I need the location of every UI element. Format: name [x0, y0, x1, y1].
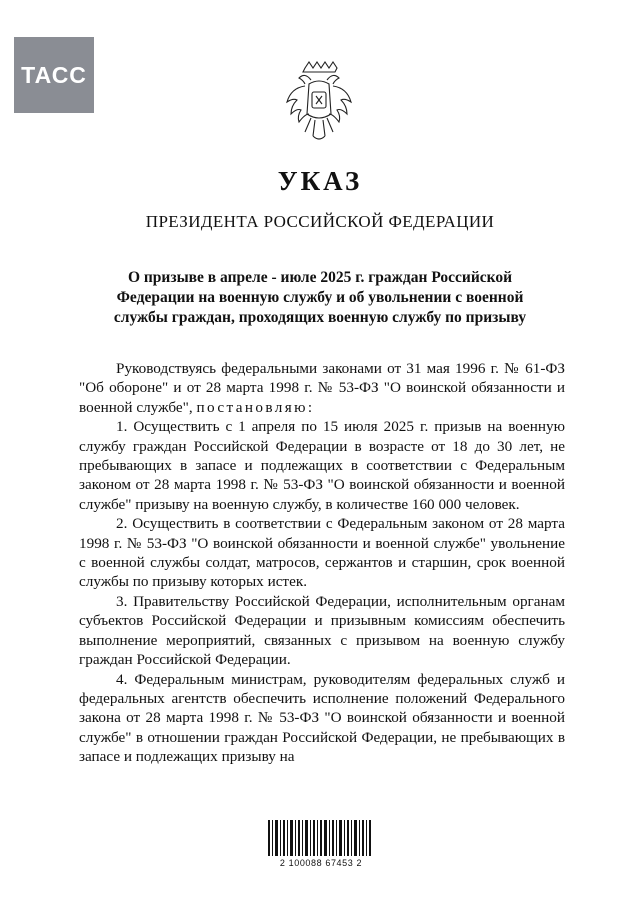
paragraph-1: 1. Осуществить с 1 апреля по 15 июля 2025 г. призыв на военную службу граждан Российской Федерации в возрасте от 18 до 30 лет, не пребывающих в запасе и подлежащих в соответствии с Федеральным законом от 28 марта 1998 г. № 53-ФЗ "О воинской обязанности и военной службе" призыву на военную службу, в количестве 160 000 человек.: [79, 418, 565, 513]
decree-heading: О призыве в апреле - июле 2025 г. граждан Российской Федерации на военную службу и об увольнении с военной службы граждан, проходящих военную службу по призыву: [113, 269, 527, 326]
tass-logo-text: ТАСС: [21, 61, 87, 88]
page-subtitle: ПРЕЗИДЕНТА РОССИЙСКОЙ ФЕДЕРАЦИИ: [145, 212, 495, 231]
barcode-icon: [266, 818, 376, 858]
paragraph-4: 4. Федеральным министрам, руководителям федеральных служб и федеральных агентств обеспечить исполнение положений Федерального закона от 28 марта 1998 г. № 53-ФЗ "О воинской обязанности и военной службе" в отношении граждан Российской Федерации, не пребывающих в запасе и подлежащих призыву на: [79, 670, 565, 766]
decree-body: [79, 359, 565, 767]
barcode-number: 2 100088 67453 2: [279, 858, 363, 868]
paragraph-2: 2. Осуществить в соответствии с Федеральным законом от 28 марта 1998 г. № 53-ФЗ "О воинской обязанности и военной службе" увольнение с военной службы солдат, матросов, сержантов и старшин, срок военной службы по призыву которых истек.: [79, 515, 565, 591]
paragraph-3: 3. Правительству Российской Федерации, исполнительным органам субъектов Российской Федерации и призывным комиссиям обеспечить выполнение мероприятий, связанных с призывом на военную службу граждан Российской Федерации.: [79, 592, 565, 669]
preamble-paragraph: [79, 359, 565, 417]
decree-word: постановляю:: [196, 398, 315, 416]
page-title: УКАЗ: [277, 166, 363, 196]
double-headed-eagle-emblem-icon: [283, 58, 355, 146]
tass-logo: [14, 37, 94, 113]
preamble-text: Руководствуясь федеральными законами от 31 мая 1996 г. № 61-ФЗ "Об обороне" и от 28 марта 1998 г. № 53-ФЗ "О воинской обязанности и военной службе",: [79, 360, 565, 416]
